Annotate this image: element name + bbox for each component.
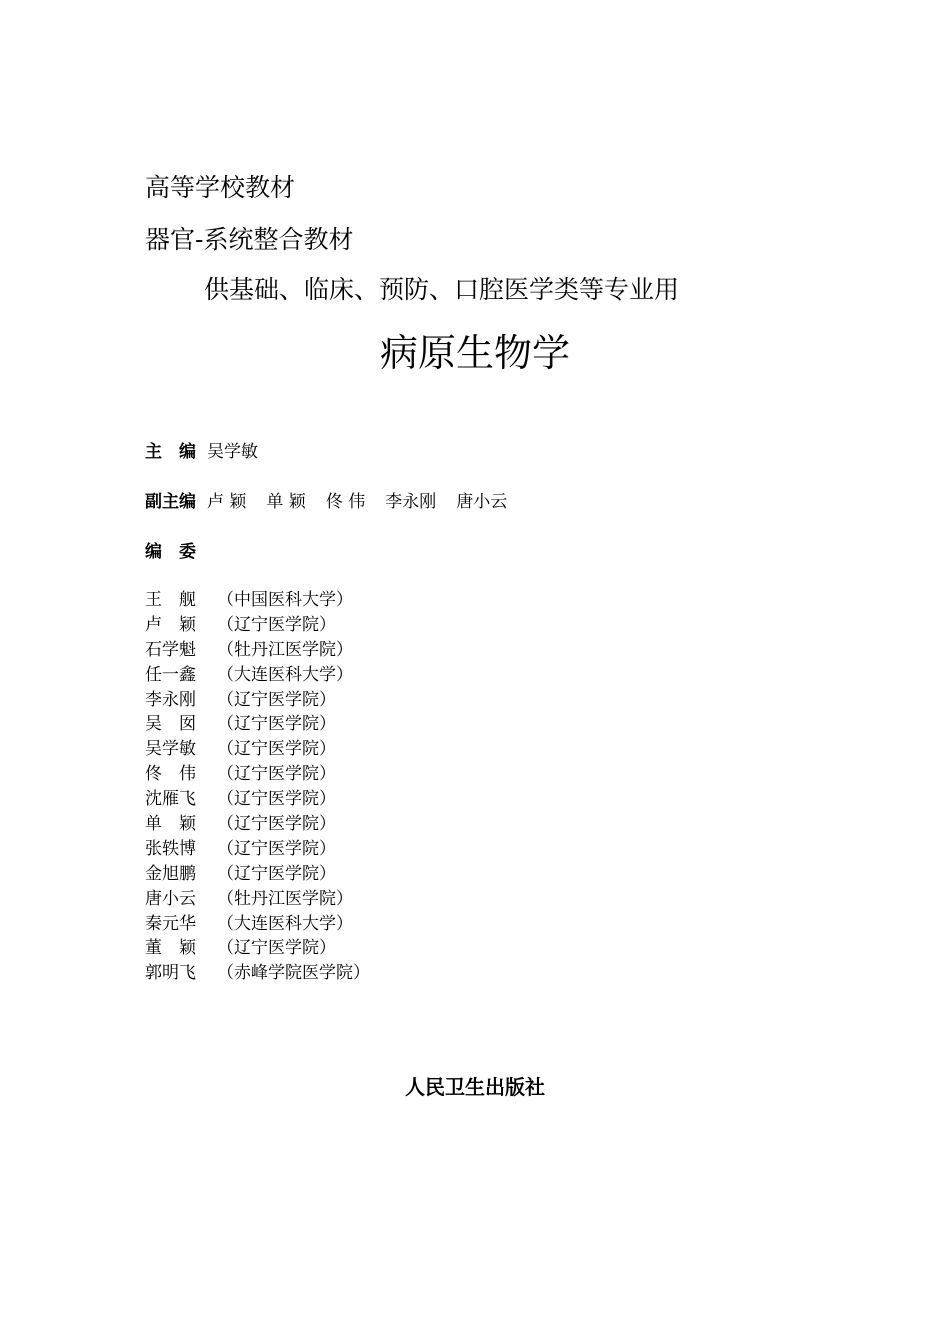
member-name: 单 颖	[145, 814, 196, 835]
member-affiliation: （辽宁医学院）	[217, 739, 336, 760]
deputy-editor-name: 唐小云	[456, 492, 508, 512]
chief-editor-row	[145, 440, 258, 464]
member-name: 郭明飞	[145, 963, 196, 984]
committee-member	[145, 936, 370, 961]
member-affiliation: （大连医科大学）	[217, 664, 353, 685]
member-affiliation: （辽宁医学院）	[217, 838, 336, 859]
committee-member	[145, 961, 370, 986]
chief-editor-label: 主 编	[145, 442, 196, 462]
member-affiliation: （赤峰学院医学院）	[217, 963, 370, 984]
committee-member	[145, 638, 370, 663]
member-name: 任一鑫	[145, 664, 196, 685]
member-affiliation: （辽宁医学院）	[217, 614, 336, 635]
deputy-editors-label: 副主编	[145, 492, 196, 512]
committee-member	[145, 588, 370, 613]
member-name: 金旭鹏	[145, 863, 196, 884]
committee-member	[145, 862, 370, 887]
member-name: 吴 囡	[145, 714, 196, 735]
deputy-editors-row	[145, 490, 527, 514]
committee-member	[145, 613, 370, 638]
member-name: 李永刚	[145, 689, 196, 710]
usage-note: 供基础、临床、预防、口腔医学类等专业用	[204, 275, 680, 304]
member-affiliation: （大连医科大学）	[217, 913, 353, 934]
member-affiliation: （牡丹江医学院）	[217, 888, 353, 909]
committee-label: 编 委	[145, 542, 196, 562]
committee-member	[145, 688, 370, 713]
member-affiliation: （辽宁医学院）	[217, 789, 336, 810]
member-name: 秦元华	[145, 913, 196, 934]
committee-member	[145, 812, 370, 837]
committee-list	[145, 588, 370, 986]
member-affiliation: （辽宁医学院）	[217, 689, 336, 710]
member-affiliation: （辽宁医学院）	[217, 863, 336, 884]
member-affiliation: （辽宁医学院）	[217, 714, 336, 735]
subseries-title: 器官-系统整合教材	[145, 225, 354, 254]
committee-member	[145, 837, 370, 862]
member-affiliation: （辽宁医学院）	[217, 764, 336, 785]
deputy-editor-name: 单 颖	[266, 492, 306, 512]
member-name: 董 颖	[145, 938, 196, 959]
committee-member	[145, 787, 370, 812]
chief-editor-name: 吴学敏	[207, 442, 258, 462]
member-affiliation: （辽宁医学院）	[217, 814, 336, 835]
deputy-editor-name: 佟 伟	[325, 492, 366, 512]
member-affiliation: （中国医科大学）	[217, 590, 353, 610]
deputy-editor-name: 李永刚	[385, 492, 437, 512]
member-name: 卢 颖	[145, 614, 196, 635]
committee-member	[145, 912, 370, 937]
deputy-editor-name: 卢 颖	[207, 492, 247, 512]
committee-member	[145, 663, 370, 688]
member-name: 佟 伟	[145, 764, 196, 785]
publisher-name: 人民卫生出版社	[405, 1075, 545, 1099]
member-affiliation: （辽宁医学院）	[217, 938, 336, 959]
member-name: 吴学敏	[145, 739, 196, 760]
series-title: 高等学校教材	[145, 173, 296, 202]
member-name: 唐小云	[145, 888, 196, 909]
member-name: 沈雁飞	[145, 789, 196, 810]
committee-member	[145, 737, 370, 762]
member-affiliation: （牡丹江医学院）	[217, 639, 353, 660]
member-name: 张轶博	[145, 838, 196, 859]
committee-member	[145, 887, 370, 912]
committee-member	[145, 712, 370, 737]
member-name: 王 舰	[145, 590, 196, 610]
member-name: 石学魁	[145, 639, 196, 660]
committee-member	[145, 762, 370, 787]
book-title: 病原生物学	[379, 331, 570, 375]
